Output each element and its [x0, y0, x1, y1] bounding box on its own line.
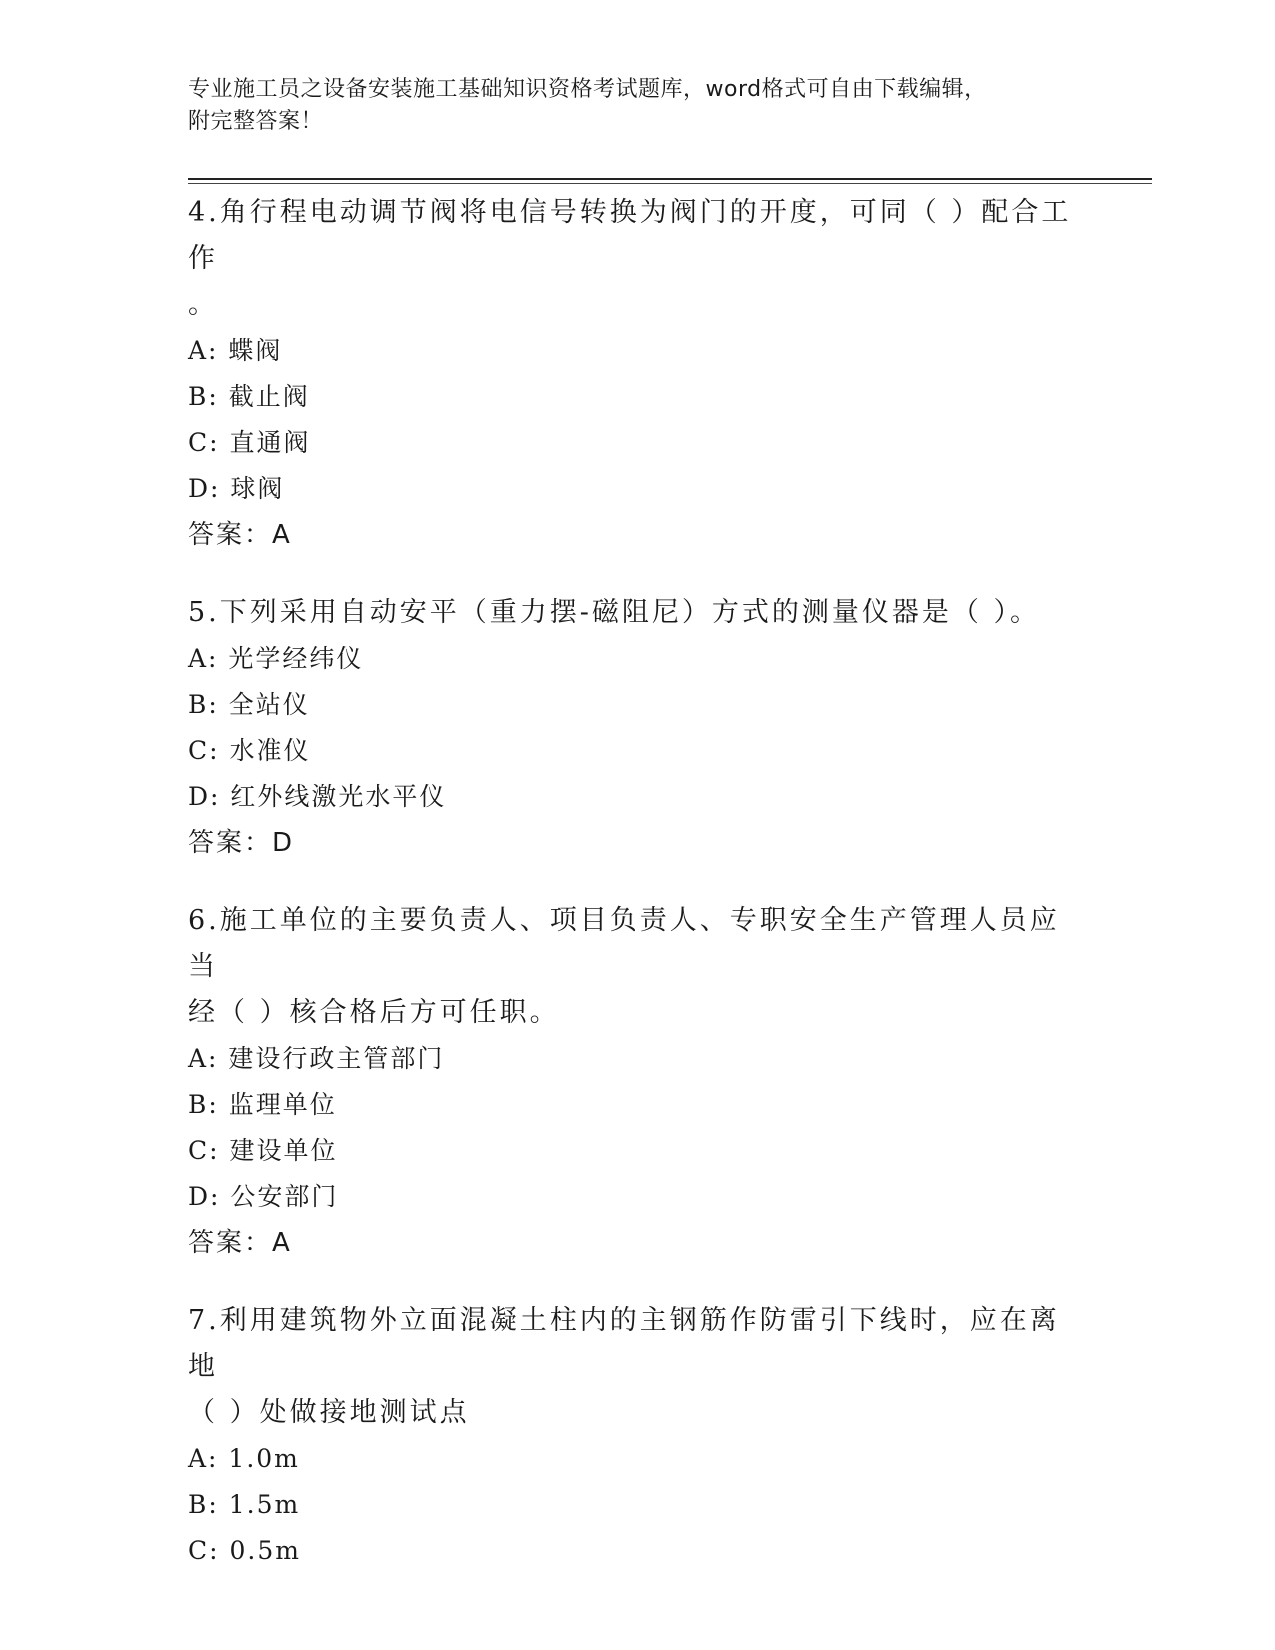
question-stem: 6.施工单位的主要负责人、项目负责人、专职安全生产管理人员应当	[188, 905, 1060, 982]
option-c: C: 直通阀	[188, 428, 311, 457]
question-stem: 7.利用建筑物外立面混凝土柱内的主钢筋作防雷引下线时，应在离地	[188, 1305, 1060, 1382]
option-c: C: 水准仪	[188, 736, 311, 765]
question-stem-continued: 经（ ）核合格后方可任职。	[188, 997, 560, 1028]
question-stem: 4.角行程电动调节阀将电信号转换为阀门的开度，可同（ ）配合工作	[188, 197, 1072, 274]
question-stem: 5.下列采用自动安平（重力摆-磁阻尼）方式的测量仪器是（ ）。	[188, 597, 1040, 628]
option-c: C: 0.5m	[188, 1536, 301, 1565]
header-divider-thick	[188, 178, 1152, 180]
question-7	[188, 1298, 1088, 1574]
question-stem-continued: （ ）处做接地测试点	[188, 1397, 470, 1428]
answer: 答案：A	[188, 1228, 292, 1258]
option-a: A: 1.0m	[188, 1444, 300, 1473]
answer: 答案：D	[188, 828, 295, 858]
option-b: B: 监理单位	[188, 1090, 337, 1119]
header-line-2: 附完整答案！	[188, 109, 324, 134]
option-d: D: 球阀	[188, 474, 285, 503]
option-a: A: 蝶阀	[188, 336, 283, 365]
question-list	[188, 190, 1088, 1606]
question-stem-continued: 。	[188, 289, 218, 320]
question-4	[188, 190, 1088, 558]
header-line-1: 专业施工员之设备安装施工基础知识资格考试题库，word格式可自由下载编辑，	[188, 77, 987, 102]
option-d: D: 公安部门	[188, 1182, 339, 1211]
header-divider-thin	[188, 183, 1152, 184]
option-b: B: 全站仪	[188, 690, 310, 719]
question-6	[188, 898, 1088, 1266]
option-b: B: 1.5m	[188, 1490, 301, 1519]
option-b: B: 截止阀	[188, 382, 310, 411]
option-c: C: 建设单位	[188, 1136, 338, 1165]
answer: 答案：A	[188, 520, 292, 550]
option-a: A: 建设行政主管部门	[188, 1044, 445, 1073]
option-d: D: 红外线激光水平仪	[188, 782, 447, 811]
document-header	[188, 74, 1088, 138]
question-5	[188, 590, 1088, 866]
option-a: A: 光学经纬仪	[188, 644, 364, 673]
